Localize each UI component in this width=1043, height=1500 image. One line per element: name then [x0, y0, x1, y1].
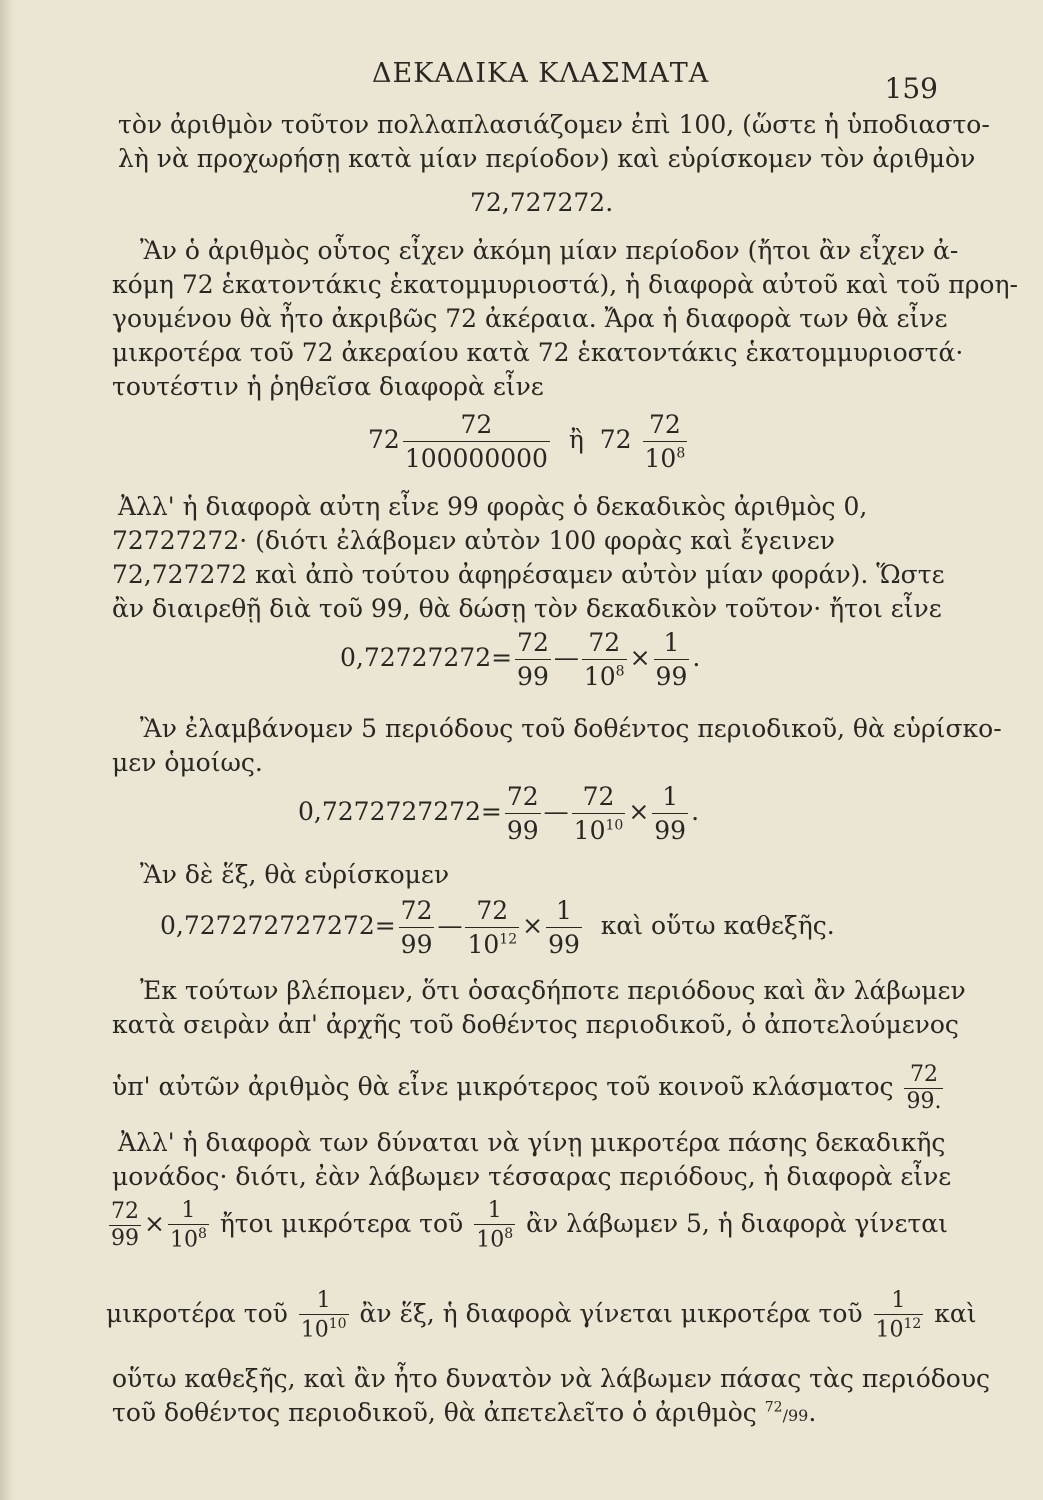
text-line: τὸν ἀριθμὸν τοῦτον πολλαπλασιάζομεν ἐπὶ 100, (ὥστε ἡ ὑποδιαστο- [118, 110, 990, 139]
text-line: ἂν διαιρεθῇ διὰ τοῦ 99, θὰ δώσῃ τὸν δεκαδικὸν τοῦτον· ἤτοι εἶνε [112, 594, 942, 623]
text-line: κατὰ σειρὰν ἀπ' ἀρχῆς τοῦ δοθέντος περιοδικοῦ, ὁ ἀποτελούμενος [112, 1010, 959, 1039]
text-line: Ἀλλ' ἡ διαφορὰ των δύναται νὰ γίνῃ μικροτέρα πάσης δεκαδικῆς [118, 1128, 946, 1157]
text-line: μικροτέρα τοῦ $\frac{1}{10^{10}}$ ἂν ἕξ, ἡ διαφορὰ γίνεται μικροτέρα τοῦ $\frac{1}{10^{12}}$ καὶ [106, 1288, 977, 1343]
eq-term: 72 [599, 425, 632, 454]
eq-term: 72 [368, 425, 400, 454]
text-line: Ἂν ὁ ἀριθμὸς οὗτος εἶχεν ἀκόμη μίαν περίοδον (ἤτοι ἂν εἶχεν ἀ- [140, 236, 959, 265]
equation-1 [368, 412, 690, 471]
text-line: λὴ νὰ προχωρήσῃ κατὰ μίαν περίοδον) καὶ εὑρίσκομεν τὸν ἀριθμὸν [118, 144, 976, 173]
equation-4: 0,727272727272= $\frac{72}{99}$ — $\frac{72}{10^{12}}$ × $\frac{1}{99}$ καὶ οὕτω καθεξῆς. [160, 896, 835, 959]
text-line: 72,727272. [470, 188, 614, 217]
text-line: Ἂν δὲ ἕξ, θὰ εὑρίσκομεν [140, 860, 450, 889]
text-line: μονάδος· διότι, ἐὰν λάβωμεν τέσσαρας περιόδους, ἡ διαφορὰ εἶνε [112, 1162, 952, 1191]
text-line: ὑπ' αὐτῶν ἀριθμὸς θὰ εἶνε μικρότερος τοῦ κοινοῦ κλάσματος $\frac{72}{99.}$ [112, 1062, 942, 1114]
text-line: 72,727272 καὶ ἀπὸ τούτου ἀφηρέσαμεν αὐτὸν μίαν φοράν). Ὥστε [112, 560, 945, 589]
running-title: ΔΕΚΑΔΙΚΑ ΚΛΑΣΜΑΤΑ [372, 58, 710, 89]
fraction: $\frac{72}{100000000}$ [404, 410, 548, 473]
page-header [0, 58, 1043, 105]
text-line: γουμένου θὰ ἦτο ἀκριβῶς 72 ἀκέραια. Ἄρα ἡ διαφορὰ των θὰ εἶνε [112, 304, 948, 333]
text-line: Ἀλλ' ἡ διαφορὰ αὐτη εἶνε 99 φορὰς ὁ δεκαδικὸς ἀριθμὸς 0, [118, 492, 868, 521]
text-line: Ἐκ τούτων βλέπομεν, ὅτι ὁσαςδήποτε περιόδους καὶ ἂν λάβωμεν [140, 976, 966, 1005]
text-line: 72727272· (διότι ἐλάβομεν αὐτὸν 100 φορὰς καὶ ἔγεινεν [112, 526, 835, 555]
eq-or: ἢ [568, 425, 584, 454]
text-line: τοῦ δοθέντος περιοδικοῦ, θὰ ἀπετελεῖτο ὁ ἀριθμὸς $^{72}$/99. [112, 1398, 817, 1427]
text-line: οὕτω καθεξῆς, καὶ ἂν ἦτο δυνατὸν νὰ λάβωμεν πάσας τὰς περιόδους [112, 1364, 991, 1393]
page-number: 159 [884, 72, 938, 105]
text-line: τουτέστιν ἡ ῥηθεῖσα διαφορὰ εἶνε [112, 372, 544, 401]
text-line: μικροτέρα τοῦ 72 ἀκεραίου κατὰ 72 ἑκατοντάκις ἑκατομμυριοστά· [112, 338, 964, 367]
page-edge-shadow [0, 0, 14, 1500]
text-line: $\frac{72}{99}$ × $\frac{1}{10^8}$ ἤτοι μικρότερα τοῦ $\frac{1}{10^8}$ ἂν λάβωμεν 5, ἡ διαφορὰ γίνεται [111, 1198, 948, 1253]
text-line: κόμη 72 ἑκατοντάκις ἑκατομμυριοστά), ἡ διαφορὰ αὐτοῦ καὶ τοῦ προη- [112, 270, 1018, 299]
equation-3: 0,7272727272= $\frac{72}{99}$ — $\frac{72}{10^{10}}$ × $\frac{1}{99}$ . [298, 782, 700, 845]
fraction: $\frac{72}{10^8}$ [644, 410, 686, 473]
equation-2: 0,72727272= $\frac{72}{99}$ — $\frac{72}{10^8}$ × $\frac{1}{99}$ . [340, 628, 701, 691]
fraction: $\frac{72}{99.}$ [906, 1062, 942, 1114]
text-line: μεν ὁμοίως. [112, 748, 263, 777]
text-line: Ἂν ἐλαμβάνομεν 5 περιόδους τοῦ δοθέντος περιοδικοῦ, θὰ εὑρίσκο- [140, 714, 1002, 743]
